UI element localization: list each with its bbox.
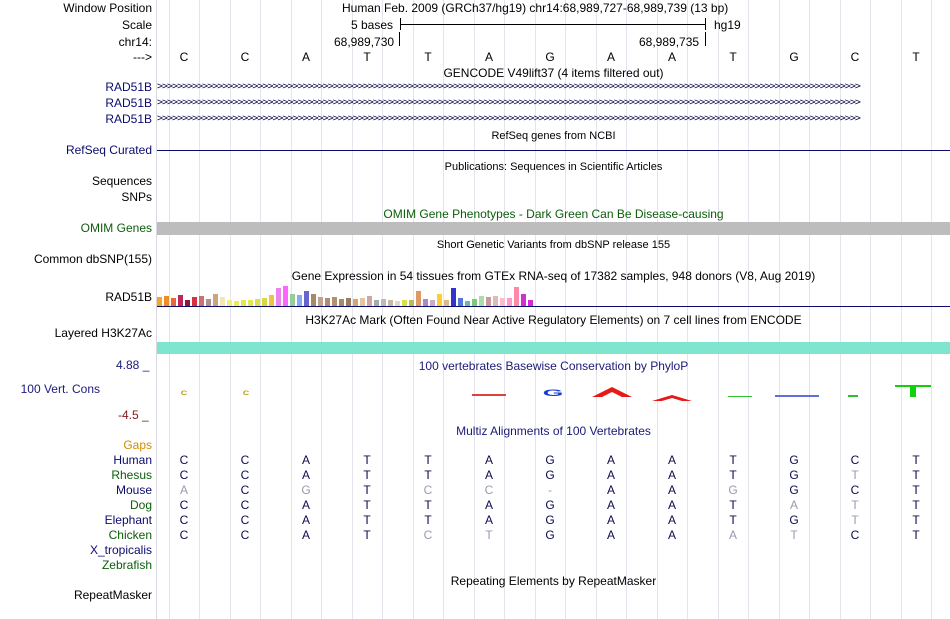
phylop-glyph-t — [472, 394, 506, 396]
grid-line — [626, 0, 627, 619]
gtex-tissue-bar[interactable] — [192, 297, 197, 306]
grid-line — [657, 0, 658, 619]
gtex-tissue-bar[interactable] — [472, 299, 477, 306]
grid-line — [504, 0, 505, 619]
reference-base: T — [912, 50, 920, 64]
grid-line — [199, 0, 200, 619]
gencode-gene-1[interactable]: >>>>>>>>>>>>>>>>>>>>>>>>>>>>>>>>>>>>>>>>>>>>>>>>>>>>>>>>>>>>>>>>>>>>>>>>>>>>>>>>>>>>>>>>>>>>>>>>>>>>>>>>>>>>>>>>>>>>>>>>>>>>>>>>>>>>>>>>>>>> — [157, 82, 860, 92]
scale-label: Scale — [121, 18, 152, 32]
gtex-tissue-bar[interactable] — [206, 299, 211, 306]
alignment-base: C — [179, 468, 189, 482]
alignment-base: C — [423, 528, 433, 542]
alignment-base: A — [606, 468, 615, 482]
alignment-base: T — [729, 498, 737, 512]
grid-line — [840, 0, 841, 619]
reference-base: G — [545, 50, 555, 64]
grid-line — [352, 0, 353, 619]
alignment-base: A — [179, 483, 188, 497]
gtex-tissue-bar[interactable] — [360, 298, 365, 306]
phylop-glyph-t3 — [895, 385, 931, 397]
alignment-base: A — [667, 453, 676, 467]
alignment-base: T — [912, 513, 920, 527]
gencode-title[interactable]: GENCODE V49lift37 (4 items filtered out) — [443, 66, 664, 80]
alignment-base: A — [789, 498, 798, 512]
gtex-tissue-bar[interactable] — [199, 296, 204, 306]
alignment-base: A — [484, 468, 493, 482]
alignment-base: T — [363, 483, 371, 497]
window-position-label: Window Position — [63, 1, 152, 15]
grid-line — [260, 0, 261, 619]
gtex-title[interactable]: Gene Expression in 54 tissues from GTEx RNA-seq of 17382 samples, 948 donors (V8, Aug 2019) — [291, 269, 816, 283]
alignment-base: T — [729, 513, 737, 527]
phylop-glyph-t2 — [728, 396, 752, 397]
gtex-tissue-bar[interactable] — [507, 298, 512, 306]
gtex-tissue-bar[interactable] — [297, 295, 302, 306]
alignment-base: G — [728, 483, 738, 497]
alignment-base: T — [363, 468, 371, 482]
gtex-tissue-bar[interactable] — [318, 297, 323, 306]
phylop-glyph-c3 — [848, 395, 858, 397]
gtex-tissue-bar[interactable] — [311, 294, 316, 306]
gtex-tissue-bar[interactable] — [416, 291, 421, 306]
alignment-base: C — [240, 468, 250, 482]
gencode-item-1[interactable]: RAD51B — [105, 80, 152, 94]
dbsnp-title[interactable]: Short Genetic Variants from dbSNP release 155 — [436, 239, 671, 251]
gtex-tissue-bar[interactable] — [178, 295, 183, 306]
alignment-base: G — [301, 483, 311, 497]
grid-line — [565, 0, 566, 619]
phylop-glyph-a2 — [652, 390, 692, 396]
grid-line — [596, 0, 597, 619]
alignment-base: T — [363, 513, 371, 527]
grid-line — [748, 0, 749, 619]
reference-base: C — [850, 50, 860, 64]
sequences-label[interactable]: Sequences — [91, 174, 152, 188]
reference-base: C — [179, 50, 189, 64]
gaps-label[interactable]: Gaps — [123, 438, 152, 452]
grid-line — [321, 0, 322, 619]
alignment-base: C — [850, 483, 860, 497]
alignment-base: C — [850, 528, 860, 542]
coord-left: 68,989,730 — [334, 35, 395, 49]
refseq-title[interactable]: RefSeq genes from NCBI — [491, 130, 616, 142]
gtex-tissue-bar[interactable] — [276, 288, 281, 306]
species-label-chicken[interactable]: Chicken — [108, 528, 152, 542]
alignment-base: T — [424, 498, 432, 512]
alignment-base: A — [667, 468, 676, 482]
alignment-base: C — [179, 513, 189, 527]
dbsnp-label[interactable]: Common dbSNP(155) — [33, 252, 152, 266]
alignment-base: T — [912, 528, 920, 542]
gtex-tissue-bar[interactable] — [423, 299, 428, 306]
alignment-base: C — [240, 498, 250, 512]
repeatmasker-title[interactable]: Repeating Elements by RepeatMasker — [450, 574, 657, 588]
alignment-base: T — [851, 468, 859, 482]
alignment-base: A — [301, 498, 310, 512]
gtex-tissue-bar[interactable] — [458, 298, 463, 306]
species-label-zebrafish[interactable]: Zebrafish — [101, 558, 152, 572]
gtex-tissue-bar[interactable] — [304, 291, 309, 306]
gtex-tissue-bar[interactable] — [332, 297, 337, 306]
gtex-tissue-bar[interactable] — [220, 297, 225, 306]
publications-title[interactable]: Publications: Sequences in Scientific Articles — [444, 161, 663, 173]
reference-base: T — [363, 50, 371, 64]
reference-base: A — [667, 50, 676, 64]
alignment-base: T — [363, 498, 371, 512]
alignment-base: T — [729, 453, 737, 467]
alignment-base: A — [301, 453, 310, 467]
alignment-base: T — [363, 453, 371, 467]
snps-label[interactable]: SNPs — [121, 190, 152, 204]
alignment-base: T — [790, 528, 798, 542]
gtex-tissue-bar[interactable] — [451, 288, 456, 306]
species-label-mouse[interactable]: Mouse — [115, 483, 152, 497]
phylop-glyph-c1: C — [180, 389, 188, 397]
alignment-base: G — [545, 528, 555, 542]
omim-label[interactable]: OMIM Genes — [80, 221, 152, 235]
grid-line — [779, 0, 780, 619]
gtex-tissue-bar[interactable] — [157, 297, 162, 306]
alignment-base: T — [485, 528, 493, 542]
alignment-base: A — [484, 498, 493, 512]
gtex-label[interactable]: RAD51B — [105, 290, 152, 304]
alignment-base: G — [545, 468, 555, 482]
alignment-base: C — [179, 528, 189, 542]
gtex-tissue-bar[interactable] — [164, 296, 169, 306]
alignment-base: T — [424, 453, 432, 467]
gtex-tissue-bar[interactable] — [514, 287, 519, 306]
alignment-base: A — [606, 528, 615, 542]
alignment-base: T — [729, 468, 737, 482]
alignment-base: A — [667, 528, 676, 542]
alignment-base: C — [423, 483, 433, 497]
gtex-tissue-bar[interactable] — [213, 294, 218, 306]
reference-base: A — [301, 50, 310, 64]
alignment-base: C — [240, 528, 250, 542]
alignment-base: G — [545, 498, 555, 512]
alignment-base: G — [789, 453, 799, 467]
grid-line — [718, 0, 719, 619]
alignment-base: G — [789, 483, 799, 497]
window-position-value: Human Feb. 2009 (GRCh37/hg19) chr14:68,989,727-68,989,739 (13 bp) — [342, 1, 729, 15]
alignment-base: A — [667, 513, 676, 527]
phylop-glyph-g: G — [542, 387, 564, 399]
arrow-label: ---> — [133, 50, 152, 64]
species-label-rhesus[interactable]: Rhesus — [111, 468, 152, 482]
alignment-base: C — [240, 513, 250, 527]
phylop-glyph-g2 — [775, 395, 819, 397]
alignment-base: T — [912, 453, 920, 467]
alignment-base: T — [912, 468, 920, 482]
grid-line — [535, 0, 536, 619]
alignment-base: A — [484, 513, 493, 527]
alignment-base: A — [484, 453, 493, 467]
alignment-base: T — [851, 498, 859, 512]
grid-line — [291, 0, 292, 619]
gtex-tissue-bar[interactable] — [486, 297, 491, 306]
gtex-tissue-bar[interactable] — [346, 298, 351, 306]
alignment-base: A — [606, 498, 615, 512]
coord-right: 68,989,735 — [639, 35, 700, 49]
alignment-base: A — [301, 528, 310, 542]
chrom-label: chr14: — [118, 35, 152, 49]
alignment-base: - — [548, 483, 552, 497]
grid-line — [382, 0, 383, 619]
gtex-tissue-bar[interactable] — [437, 294, 442, 306]
alignment-base: C — [179, 453, 189, 467]
refseq-label[interactable]: RefSeq Curated — [65, 143, 152, 157]
grid-line — [901, 0, 902, 619]
grid-line — [413, 0, 414, 619]
alignment-base: C — [240, 483, 250, 497]
alignment-base: A — [667, 483, 676, 497]
gtex-tissue-bar[interactable] — [381, 299, 386, 306]
phylop-label[interactable]: 100 Vert. Cons — [20, 382, 100, 396]
multiz-title[interactable]: Multiz Alignments of 100 Vertebrates — [456, 424, 651, 438]
scale-db: hg19 — [714, 18, 741, 32]
scale-value: 5 bases — [351, 18, 394, 32]
reference-base: A — [484, 50, 493, 64]
alignment-base: A — [606, 513, 615, 527]
alignment-base: A — [606, 483, 615, 497]
grid-line — [169, 0, 170, 619]
scale-bar — [400, 18, 706, 30]
reference-base: T — [729, 50, 737, 64]
alignment-base: A — [667, 498, 676, 512]
gencode-gene-3[interactable]: >>>>>>>>>>>>>>>>>>>>>>>>>>>>>>>>>>>>>>>>>>>>>>>>>>>>>>>>>>>>>>>>>>>>>>>>>>>>>>>>>>>>>>>>>>>>>>>>>>>>>>>>>>>>>>>>>>>>>>>>>>>>>>>>>>>>>>>>>>>> — [157, 114, 860, 124]
species-label-x_tropicalis[interactable]: X_tropicalis — [89, 543, 152, 557]
alignment-base: C — [240, 453, 250, 467]
phylop-max-label: 4.88 _ — [116, 358, 150, 372]
phylop-title[interactable]: 100 vertebrates Basewise Conservation by PhyloP — [418, 359, 689, 373]
gencode-item-3[interactable]: RAD51B — [105, 112, 152, 126]
alignment-base: G — [789, 468, 799, 482]
phylop-glyph-c2: C — [242, 389, 250, 397]
gtex-tissue-bar[interactable] — [339, 299, 344, 306]
omim-title[interactable]: OMIM Gene Phenotypes - Dark Green Can Be Disease-causing — [383, 207, 724, 221]
gtex-baseline — [157, 306, 950, 307]
coord-left-tick — [399, 32, 400, 46]
coord-right-tick — [705, 32, 706, 46]
alignment-base: A — [606, 453, 615, 467]
grid-line — [474, 0, 475, 619]
alignment-base: G — [545, 453, 555, 467]
grid-line — [443, 0, 444, 619]
species-label-elephant[interactable]: Elephant — [104, 513, 152, 527]
gtex-tissue-bar[interactable] — [521, 294, 526, 306]
h3k27ac-title[interactable]: H3K27Ac Mark (Often Found Near Active Regulatory Elements) on 7 cell lines from ENCODE — [305, 313, 802, 327]
gtex-tissue-bar[interactable] — [500, 298, 505, 306]
gtex-tissue-bar[interactable] — [262, 298, 267, 306]
reference-base: G — [789, 50, 799, 64]
alignment-base: A — [301, 513, 310, 527]
gtex-tissue-bar[interactable] — [283, 286, 288, 306]
gtex-tissue-bar[interactable] — [479, 296, 484, 306]
alignment-base: A — [301, 468, 310, 482]
alignment-base: C — [484, 483, 494, 497]
grid-line — [230, 0, 231, 619]
grid-line — [870, 0, 871, 619]
alignment-base: T — [912, 483, 920, 497]
gencode-gene-2[interactable]: >>>>>>>>>>>>>>>>>>>>>>>>>>>>>>>>>>>>>>>>>>>>>>>>>>>>>>>>>>>>>>>>>>>>>>>>>>>>>>>>>>>>>>>>>>>>>>>>>>>>>>>>>>>>>>>>>>>>>>>>>>>>>>>>>>>>>>>>>>>> — [157, 98, 860, 108]
gtex-tissue-bar[interactable] — [269, 295, 274, 306]
alignment-base: A — [728, 528, 737, 542]
phylop-glyph-a1 — [592, 386, 632, 396]
gtex-tissue-bar[interactable] — [353, 299, 358, 306]
alignment-base: C — [179, 498, 189, 512]
omim-bar[interactable] — [157, 222, 950, 235]
alignment-base: T — [424, 513, 432, 527]
gtex-tissue-bar[interactable] — [367, 296, 372, 306]
grid-line — [687, 0, 688, 619]
alignment-base: T — [363, 528, 371, 542]
h3k27ac-signal[interactable] — [157, 342, 950, 354]
alignment-base: C — [850, 453, 860, 467]
gtex-tissue-bar[interactable] — [255, 299, 260, 306]
alignment-base: G — [545, 513, 555, 527]
gtex-tissue-bar[interactable] — [493, 296, 498, 306]
gtex-tissue-bar[interactable] — [325, 298, 330, 306]
gencode-item-2[interactable]: RAD51B — [105, 96, 152, 110]
left-border — [156, 0, 157, 619]
reference-base: T — [424, 50, 432, 64]
alignment-base: T — [851, 513, 859, 527]
h3k27ac-label[interactable]: Layered H3K27Ac — [54, 326, 152, 340]
alignment-base: G — [789, 513, 799, 527]
alignment-base: T — [912, 498, 920, 512]
grid-line — [931, 0, 932, 619]
grid-line — [809, 0, 810, 619]
reference-base: C — [240, 50, 250, 64]
species-label-human[interactable]: Human — [113, 453, 152, 467]
gtex-tissue-bar[interactable] — [171, 298, 176, 306]
gtex-tissue-bar[interactable] — [290, 294, 295, 306]
refseq-gene-line[interactable] — [157, 150, 950, 151]
alignment-base: T — [424, 468, 432, 482]
reference-base: A — [606, 50, 615, 64]
species-label-dog[interactable]: Dog — [129, 498, 152, 512]
phylop-min-label: -4.5 _ — [118, 408, 149, 422]
repeatmasker-label[interactable]: RepeatMasker — [73, 588, 152, 602]
